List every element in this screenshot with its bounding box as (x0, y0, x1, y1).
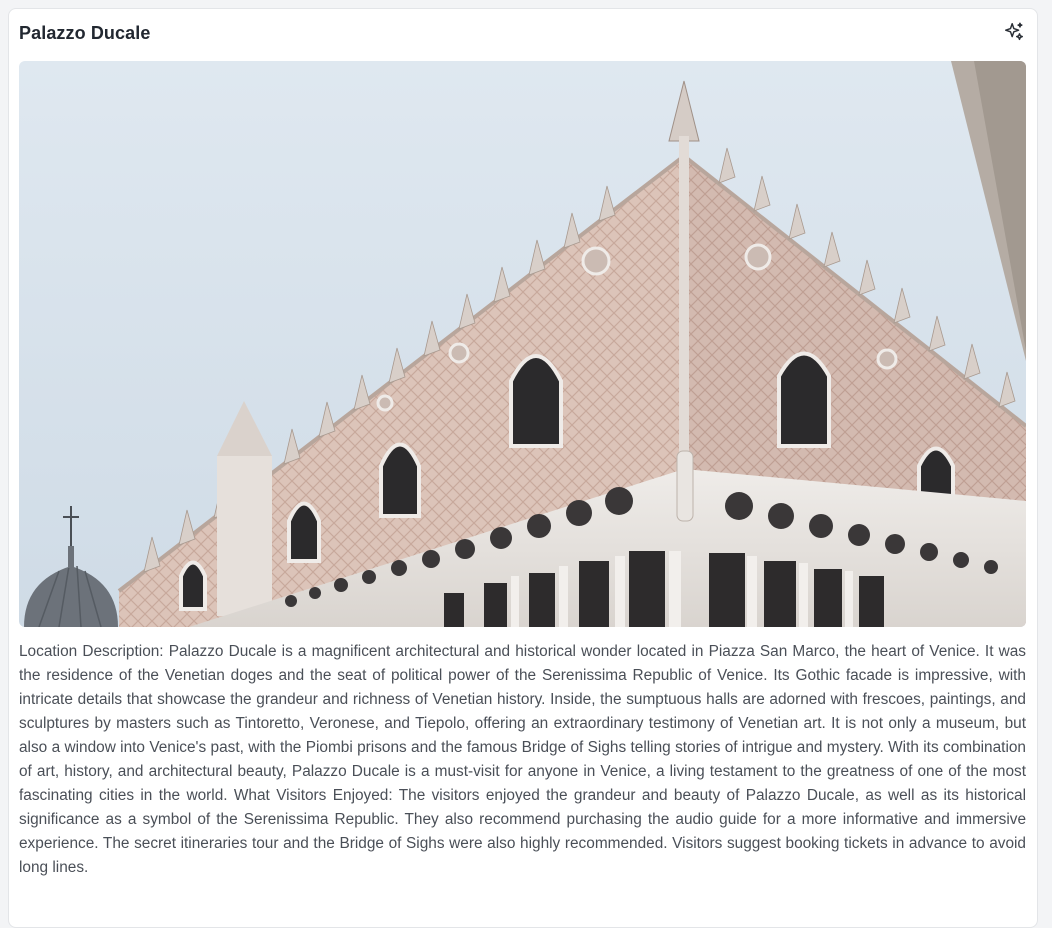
sparkles-icon[interactable] (1003, 21, 1025, 43)
location-description: Location Description: Palazzo Ducale is a magnificent architectural and historical wonder located in Piazza San Marco, the heart of Venice. It was the residence of the Venetian doges and the seat of political power of the Serenissima Republic of Venice. Its Gothic facade is impressive, with intricate details that showcase the grandeur and richness of Venetian history. Inside, the sumptuous halls are adorned with frescoes, paintings, and sculptures by masters such as Tintoretto, Veronese, and Tiepolo, offering an extraordinary testimony of Venetian art. It is not only a museum, but also a window into Venice's past, with the Piombi prisons and the famous Bridge of Sighs telling stories of intrigue and mystery. With its combination of art, history, and architectural beauty, Palazzo Ducale is a must-visit for anyone in Venice, a living testament to the greatness of one of the most fascinating cities in the world. What Visitors Enjoyed: The visitors enjoyed the grandeur and beauty of Palazzo Ducale, as well as its historical significance as a symbol of the Serenissima Republic. They also recommend purchasing the audio guide for a more informative and immersive experience. The secret itineraries tour and the Bridge of Sighs were also highly recommended. Visitors suggest booking tickets in advance to avoid long lines. (19, 643, 1026, 876)
location-card (8, 8, 1038, 928)
card-title: Palazzo Ducale (19, 23, 151, 43)
palazzo-ducale-photo (19, 61, 1026, 627)
